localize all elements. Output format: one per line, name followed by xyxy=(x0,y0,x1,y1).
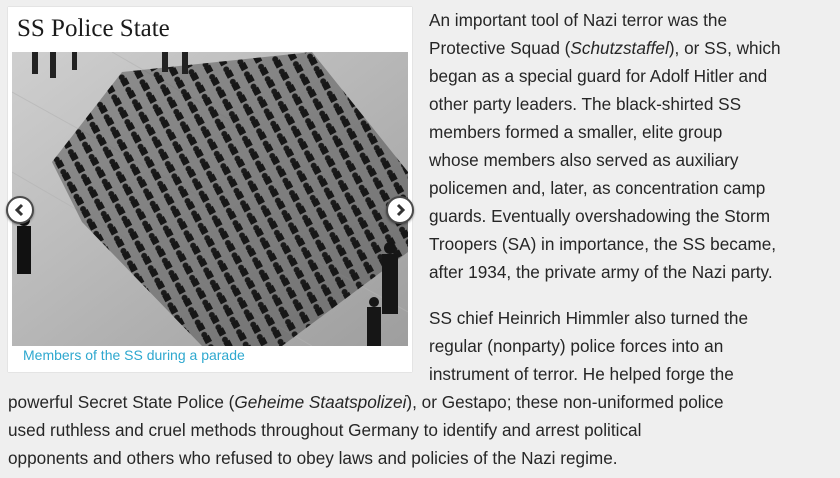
paragraph-1-line: began as a special guard for Adolf Hitler and xyxy=(429,66,768,86)
paragraph-2-line: instrument of terror. He helped forge the xyxy=(429,364,734,384)
paragraph-1-line: members formed a smaller, elite group xyxy=(429,122,723,142)
paragraph-2-line: opponents and others who refused to obey laws and policies of the Nazi regime. xyxy=(8,448,618,468)
paragraph-1-line: guards. Eventually overshadowing the Storm xyxy=(429,206,771,226)
paragraph-1-line: Protective Squad (Schutzstaffel), or SS, which xyxy=(429,38,781,58)
paragraph-1-line: An important tool of Nazi terror was the xyxy=(429,10,728,30)
paragraph-1-line: other party leaders. The black-shirted SS xyxy=(429,94,742,114)
image-caption: Members of the SS during a parade xyxy=(23,347,245,363)
paragraph-2-line: used ruthless and cruel methods throughout Germany to identify and arrest political xyxy=(8,420,642,440)
card-title: SS Police State xyxy=(17,15,170,42)
paragraph-1-line: whose members also served as auxiliary xyxy=(429,150,739,170)
paragraph-1-line: policemen and, later, as concentration camp xyxy=(429,178,766,198)
paragraph-2-line: powerful Secret State Police (Geheime Staatspolizei), or Gestapo; these non-uniformed police xyxy=(8,392,724,412)
paragraph-2-line: SS chief Heinrich Himmler also turned the xyxy=(429,308,749,328)
paragraph-1-line: after 1934, the private army of the Nazi party. xyxy=(429,262,773,282)
paragraph-2-line: regular (nonparty) police forces into an xyxy=(429,336,724,356)
paragraph-1-line: Troopers (SA) in importance, the SS became, xyxy=(429,234,777,254)
